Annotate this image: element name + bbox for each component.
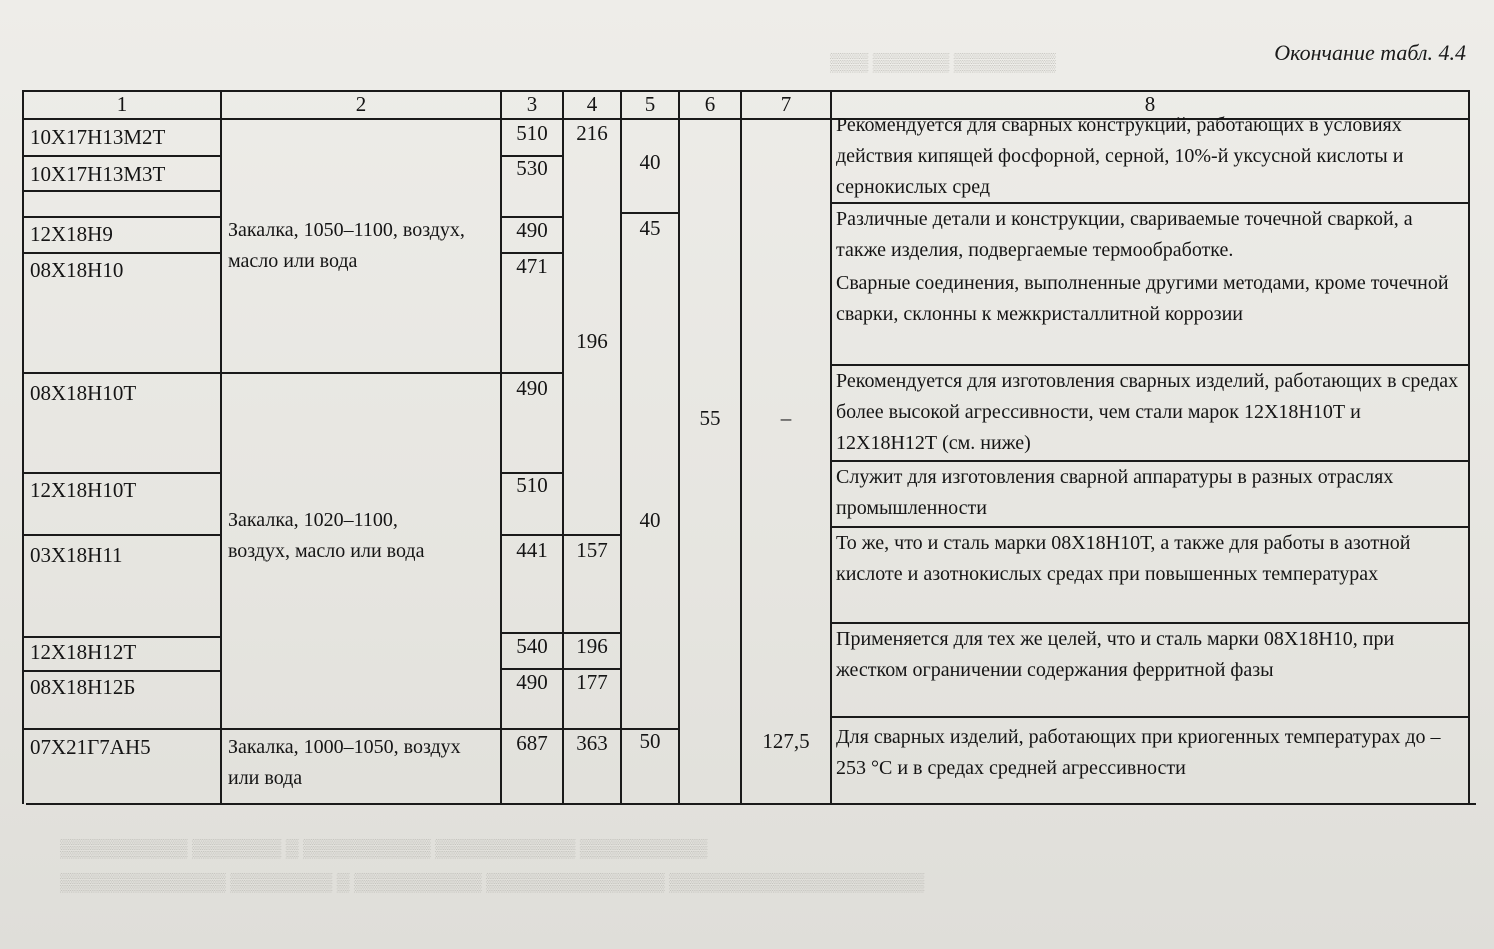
- steel-grade: 07Х21Г7АН5: [30, 735, 151, 759]
- col4-value: 196: [576, 329, 608, 353]
- c1-rule: [22, 190, 222, 192]
- c1-rule: [22, 155, 222, 157]
- table-border-left: [22, 90, 24, 804]
- table-border-bottom: [26, 803, 1476, 805]
- col3-value: 441: [516, 538, 548, 562]
- c2-rule: [220, 372, 502, 374]
- description: Рекомендуется для сварных конструкций, работающих в условиях действия кипящей фосфорной, серной, 10%-й уксусной кислоты и сернокислых сред: [836, 114, 1404, 198]
- col3-value: 490: [516, 218, 548, 242]
- c1-rule: [22, 216, 222, 218]
- steel-grade: 08Х18Н10: [30, 258, 124, 282]
- col3-value: 510: [516, 473, 548, 497]
- col4-value: 363: [576, 731, 608, 755]
- heat-treatment: Закалка, 1020–1100, воздух, масло или вода: [228, 509, 425, 562]
- column-header: 3: [526, 92, 538, 116]
- steel-grade: 10Х17Н13М2Т: [30, 125, 166, 149]
- c1-rule: [22, 728, 222, 730]
- steel-grade: 12Х18Н9: [30, 222, 113, 246]
- steel-grade: 08Х18Н10Т: [30, 381, 137, 405]
- col3-value: 471: [516, 254, 548, 278]
- col3-value: 530: [516, 156, 548, 180]
- col4-value: 216: [576, 121, 608, 145]
- col4-value: 157: [576, 538, 608, 562]
- description: Сварные соединения, выполненные другими методами, кроме точечной сварки, склонны к межкристаллитной коррозии: [836, 272, 1449, 325]
- c1-rule: [22, 534, 222, 536]
- col4-value: 196: [576, 634, 608, 658]
- description: Служит для изготовления сварной аппаратуры в разных отраслях промышленности: [836, 466, 1394, 519]
- steel-grade: 03Х18Н11: [30, 543, 123, 567]
- column-header: 7: [780, 92, 792, 116]
- col5-value: 40: [639, 508, 661, 532]
- bleed-through-2: ▒▒▒▒▒▒▒▒▒▒ ▒▒▒▒▒▒▒ ▒ ▒▒▒▒▒▒▒▒▒▒ ▒▒▒▒▒▒▒▒▒▒▒ ▒▒▒▒▒▒▒▒▒▒: [60, 838, 708, 858]
- c1-rule: [22, 472, 222, 474]
- steel-grade: 10Х17Н13М3Т: [30, 162, 166, 186]
- bleed-through-3: ▒▒▒▒▒▒▒▒▒▒▒▒▒ ▒▒▒▒▒▒▒▒ ▒ ▒▒▒▒▒▒▒▒▒▒ ▒▒▒▒▒▒▒▒▒▒▒▒▒▒ ▒▒▒▒▒▒▒▒▒▒▒▒▒▒▒▒▒▒▒▒: [60, 872, 925, 892]
- steel-grade: 08Х18Н12Б: [30, 675, 136, 699]
- c2-rule: [220, 728, 502, 730]
- description: Различные детали и конструкции, свариваемые точечной сваркой, а также изделия, подвергаемые термообработке.: [836, 208, 1413, 261]
- c8-rule: [830, 716, 1470, 718]
- c1-rule: [22, 372, 222, 374]
- col7-value: –: [780, 406, 792, 430]
- col3-value: 490: [516, 670, 548, 694]
- column-header: 6: [704, 92, 716, 116]
- col6-value: 55: [699, 406, 721, 430]
- col3-value: 687: [516, 731, 548, 755]
- table-border-right: [1468, 90, 1470, 804]
- table-caption: Окончание табл. 4.4: [1274, 40, 1466, 65]
- col3-value: 510: [516, 121, 548, 145]
- description: Применяется для тех же целей, что и сталь марки 08Х18Н10, при жестком ограничении содержания ферритной фазы: [836, 628, 1395, 681]
- col-sep-4-5: [620, 90, 622, 804]
- c1-rule: [22, 252, 222, 254]
- column-header: 4: [586, 92, 598, 116]
- col5-value: 40: [639, 150, 661, 174]
- col-sep-6-7: [740, 90, 742, 804]
- column-header: 1: [116, 92, 128, 116]
- col5-value: 45: [639, 216, 661, 240]
- col7-value: 127,5: [762, 729, 810, 753]
- col5-value: 50: [639, 729, 661, 753]
- column-header: 5: [644, 92, 656, 116]
- bleed-through-1: ▒▒▒ ▒▒▒▒▒▒ ▒▒▒▒▒▒▒▒: [830, 52, 1056, 72]
- heat-treatment: Закалка, 1050–1100, воздух, масло или вода: [228, 219, 465, 272]
- col-sep-1-2: [220, 90, 222, 804]
- description: Рекомендуется для изготовления сварных изделий, работающих в средах более высокой агрессивности, чем стали марок 12Х18Н10Т и 12Х18Н12Т (см. ниже): [836, 370, 1459, 454]
- steel-grade: 12Х18Н10Т: [30, 478, 137, 502]
- col3-value: 490: [516, 376, 548, 400]
- column-header: 2: [355, 92, 367, 116]
- steel-grade: 12Х18Н12Т: [30, 640, 137, 664]
- heat-treatment: Закалка, 1000–1050, воздух или вода: [228, 736, 461, 789]
- col3-value: 540: [516, 634, 548, 658]
- description: То же, что и сталь марки 08Х18Н10Т, а также для работы в азотной кислоте и азотнокислых средах при повышенных температурах: [836, 532, 1411, 585]
- column-header: 8: [1144, 92, 1156, 116]
- col-sep-7-8: [830, 90, 832, 804]
- description: Для сварных изделий, работающих при криогенных температурах до –253 °С и в средах средней агрессивности: [836, 726, 1441, 779]
- col-sep-5-6: [678, 90, 680, 804]
- col4-value: 177: [576, 670, 608, 694]
